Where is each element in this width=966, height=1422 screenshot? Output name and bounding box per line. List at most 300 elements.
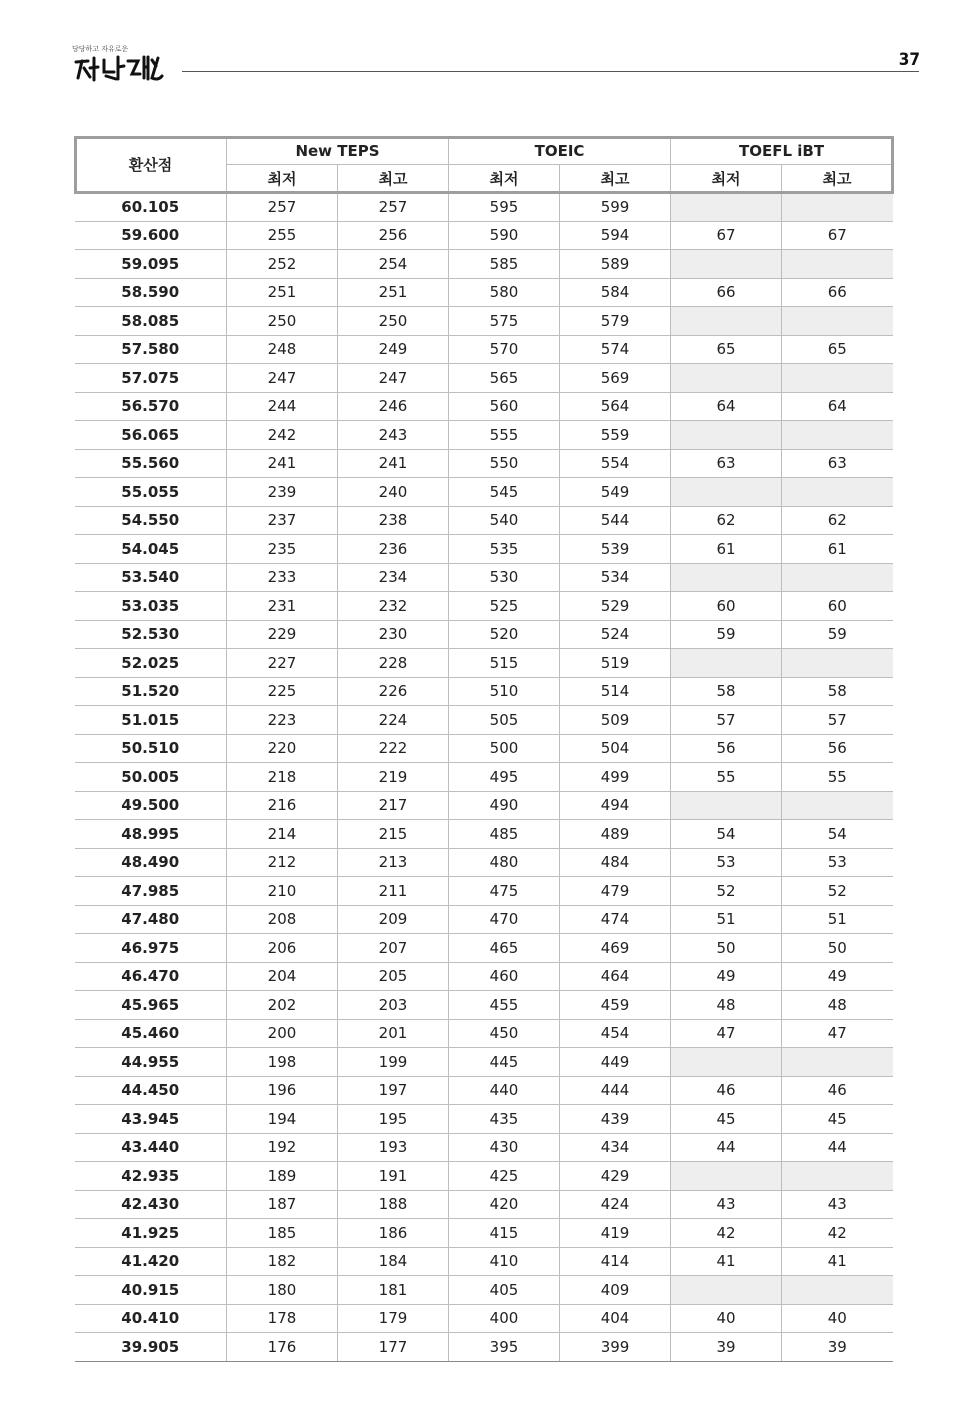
score-cell: 41.420 [75,1247,227,1276]
toeic-max-cell: 404 [560,1304,671,1333]
new-teps-max-cell: 230 [338,620,449,649]
toeic-max-cell: 504 [560,734,671,763]
new-teps-max-cell: 193 [338,1133,449,1162]
table-row [75,877,893,906]
toefl-min-cell: 65 [671,335,782,364]
toefl-max-header: 최고 [782,165,893,193]
new-teps-max-cell: 234 [338,563,449,592]
table-row [75,1276,893,1305]
new-teps-min-cell: 244 [227,392,338,421]
new-teps-min-cell: 218 [227,763,338,792]
toeic-max-cell: 494 [560,791,671,820]
toeic-min-cell: 435 [449,1105,560,1134]
toeic-min-header: 최저 [449,165,560,193]
new-teps-min-cell: 192 [227,1133,338,1162]
toefl-max-cell: 55 [782,763,893,792]
table-row [75,307,893,336]
score-cell: 58.590 [75,278,227,307]
table-row [75,193,893,222]
score-cell: 57.075 [75,364,227,393]
table-row [75,848,893,877]
table-header [75,137,893,193]
toeic-min-cell: 590 [449,221,560,250]
score-cell: 60.105 [75,193,227,222]
toeic-max-cell: 529 [560,592,671,621]
table-row [75,1247,893,1276]
new-teps-max-cell: 215 [338,820,449,849]
new-teps-min-cell: 212 [227,848,338,877]
toefl-max-cell [782,791,893,820]
table-row [75,763,893,792]
toefl-max-cell: 43 [782,1190,893,1219]
toeic-max-cell: 484 [560,848,671,877]
toeic-max-cell: 554 [560,449,671,478]
toefl-max-cell [782,478,893,507]
toefl-max-cell [782,1048,893,1077]
toefl-min-cell: 62 [671,506,782,535]
toefl-max-cell: 52 [782,877,893,906]
toefl-max-cell: 61 [782,535,893,564]
score-conversion-table [74,136,893,1362]
table-row [75,506,893,535]
table-row [75,478,893,507]
new-teps-max-cell: 181 [338,1276,449,1305]
score-cell: 50.005 [75,763,227,792]
toefl-max-cell: 45 [782,1105,893,1134]
toeic-max-cell: 399 [560,1333,671,1362]
toefl-min-cell [671,563,782,592]
toeic-min-cell: 580 [449,278,560,307]
toefl-max-cell: 59 [782,620,893,649]
toeic-max-cell: 584 [560,278,671,307]
toeic-min-cell: 430 [449,1133,560,1162]
page-header [0,0,966,90]
score-cell: 59.095 [75,250,227,279]
score-cell: 42.935 [75,1162,227,1191]
new-teps-min-cell: 196 [227,1076,338,1105]
new-teps-min-cell: 223 [227,706,338,735]
toefl-min-cell: 43 [671,1190,782,1219]
score-cell: 43.945 [75,1105,227,1134]
new-teps-min-cell: 178 [227,1304,338,1333]
new-teps-min-cell: 235 [227,535,338,564]
score-cell: 48.995 [75,820,227,849]
group-header-toefl-ibt: TOEFL iBT [671,137,893,165]
new-teps-max-cell: 201 [338,1019,449,1048]
toefl-min-cell: 46 [671,1076,782,1105]
toeic-min-cell: 465 [449,934,560,963]
toeic-max-cell: 449 [560,1048,671,1077]
toefl-min-cell: 52 [671,877,782,906]
toeic-min-cell: 575 [449,307,560,336]
new-teps-max-cell: 251 [338,278,449,307]
table-row [75,563,893,592]
toeic-max-cell: 479 [560,877,671,906]
new-teps-max-cell: 209 [338,905,449,934]
table-row [75,250,893,279]
toeic-min-cell: 505 [449,706,560,735]
toeic-min-cell: 540 [449,506,560,535]
toefl-min-cell [671,791,782,820]
toeic-min-cell: 570 [449,335,560,364]
toefl-min-cell: 55 [671,763,782,792]
toeic-max-cell: 594 [560,221,671,250]
table-row [75,677,893,706]
table-row [75,1304,893,1333]
toefl-max-cell: 54 [782,820,893,849]
toefl-min-cell: 63 [671,449,782,478]
score-cell: 51.015 [75,706,227,735]
new-teps-min-cell: 208 [227,905,338,934]
new-teps-max-cell: 211 [338,877,449,906]
new-teps-max-cell: 213 [338,848,449,877]
toefl-max-cell [782,364,893,393]
toefl-max-cell: 62 [782,506,893,535]
header-rule [182,71,919,72]
score-cell: 40.915 [75,1276,227,1305]
group-header-new-teps: New TEPS [227,137,449,165]
new-teps-min-cell: 220 [227,734,338,763]
page-number: 37 [898,50,920,70]
new-teps-max-cell: 188 [338,1190,449,1219]
toeic-max-cell: 589 [560,250,671,279]
toeic-max-cell: 419 [560,1219,671,1248]
toeic-min-cell: 545 [449,478,560,507]
new-teps-max-cell: 238 [338,506,449,535]
new-teps-max-cell: 249 [338,335,449,364]
toeic-min-cell: 535 [449,535,560,564]
score-cell: 56.065 [75,421,227,450]
toefl-max-cell [782,307,893,336]
toefl-max-cell: 40 [782,1304,893,1333]
toeic-min-cell: 455 [449,991,560,1020]
new-teps-max-cell: 232 [338,592,449,621]
toeic-max-cell: 549 [560,478,671,507]
score-column-header: 환산점 [75,137,227,193]
group-header-toeic: TOEIC [449,137,671,165]
table-row [75,1190,893,1219]
toeic-max-cell: 534 [560,563,671,592]
toeic-min-cell: 420 [449,1190,560,1219]
score-cell: 53.035 [75,592,227,621]
new-teps-min-cell: 227 [227,649,338,678]
score-cell: 46.470 [75,962,227,991]
toeic-max-cell: 539 [560,535,671,564]
toeic-max-cell: 574 [560,335,671,364]
toefl-max-cell: 67 [782,221,893,250]
score-cell: 52.025 [75,649,227,678]
table-row [75,905,893,934]
toefl-max-cell [782,563,893,592]
new-teps-max-header: 최고 [338,165,449,193]
toeic-max-cell: 519 [560,649,671,678]
toefl-max-cell: 41 [782,1247,893,1276]
table-row [75,791,893,820]
score-cell: 51.520 [75,677,227,706]
new-teps-max-cell: 199 [338,1048,449,1077]
table-row [75,449,893,478]
toeic-min-cell: 440 [449,1076,560,1105]
new-teps-min-cell: 204 [227,962,338,991]
toefl-min-cell: 42 [671,1219,782,1248]
table-row [75,535,893,564]
score-cell: 44.450 [75,1076,227,1105]
toefl-max-cell: 65 [782,335,893,364]
new-teps-max-cell: 228 [338,649,449,678]
table-row [75,1048,893,1077]
toeic-max-cell: 514 [560,677,671,706]
toefl-min-cell [671,250,782,279]
score-cell: 44.955 [75,1048,227,1077]
table-row [75,991,893,1020]
toefl-min-cell: 51 [671,905,782,934]
toeic-min-cell: 395 [449,1333,560,1362]
score-cell: 49.500 [75,791,227,820]
table-row [75,1019,893,1048]
toeic-max-cell: 559 [560,421,671,450]
toeic-min-cell: 470 [449,905,560,934]
toeic-max-header: 최고 [560,165,671,193]
table-body [75,193,893,1362]
new-teps-max-cell: 191 [338,1162,449,1191]
toeic-min-cell: 490 [449,791,560,820]
toefl-max-cell: 48 [782,991,893,1020]
score-cell: 41.925 [75,1219,227,1248]
new-teps-min-header: 최저 [227,165,338,193]
toefl-min-cell [671,364,782,393]
new-teps-min-cell: 239 [227,478,338,507]
table-row [75,1105,893,1134]
toeic-min-cell: 560 [449,392,560,421]
toefl-min-cell [671,421,782,450]
score-cell: 57.580 [75,335,227,364]
toeic-max-cell: 544 [560,506,671,535]
new-teps-min-cell: 200 [227,1019,338,1048]
score-cell: 55.560 [75,449,227,478]
toefl-max-cell: 47 [782,1019,893,1048]
new-teps-max-cell: 254 [338,250,449,279]
toefl-min-cell: 47 [671,1019,782,1048]
new-teps-max-cell: 236 [338,535,449,564]
toefl-min-cell: 48 [671,991,782,1020]
toefl-max-cell: 66 [782,278,893,307]
new-teps-max-cell: 222 [338,734,449,763]
toeic-min-cell: 530 [449,563,560,592]
table-row [75,221,893,250]
new-teps-min-cell: 252 [227,250,338,279]
score-cell: 46.975 [75,934,227,963]
new-teps-max-cell: 257 [338,193,449,222]
toefl-max-cell [782,649,893,678]
toefl-min-cell: 54 [671,820,782,849]
toeic-max-cell: 424 [560,1190,671,1219]
toeic-max-cell: 439 [560,1105,671,1134]
toeic-min-cell: 515 [449,649,560,678]
toefl-max-cell: 39 [782,1333,893,1362]
new-teps-max-cell: 246 [338,392,449,421]
conversion-table [74,136,893,1362]
new-teps-min-cell: 182 [227,1247,338,1276]
new-teps-min-cell: 214 [227,820,338,849]
toefl-min-cell: 61 [671,535,782,564]
toeic-min-cell: 450 [449,1019,560,1048]
toeic-max-cell: 524 [560,620,671,649]
toefl-max-cell: 49 [782,962,893,991]
toeic-max-cell: 459 [560,991,671,1020]
new-teps-min-cell: 176 [227,1333,338,1362]
table-row [75,820,893,849]
toefl-max-cell: 57 [782,706,893,735]
new-teps-min-cell: 216 [227,791,338,820]
new-teps-max-cell: 205 [338,962,449,991]
toeic-min-cell: 525 [449,592,560,621]
toeic-min-cell: 555 [449,421,560,450]
new-teps-max-cell: 247 [338,364,449,393]
toefl-min-cell [671,649,782,678]
score-cell: 47.480 [75,905,227,934]
toeic-min-cell: 595 [449,193,560,222]
new-teps-max-cell: 256 [338,221,449,250]
toefl-min-cell: 41 [671,1247,782,1276]
score-cell: 48.490 [75,848,227,877]
table-row [75,1162,893,1191]
toefl-max-cell: 53 [782,848,893,877]
toefl-max-cell [782,193,893,222]
score-cell: 58.085 [75,307,227,336]
new-teps-min-cell: 202 [227,991,338,1020]
score-cell: 45.460 [75,1019,227,1048]
score-cell: 54.550 [75,506,227,535]
toefl-min-cell: 57 [671,706,782,735]
new-teps-min-cell: 194 [227,1105,338,1134]
new-teps-max-cell: 217 [338,791,449,820]
toefl-max-cell: 42 [782,1219,893,1248]
toeic-min-cell: 415 [449,1219,560,1248]
toefl-min-cell [671,1162,782,1191]
toeic-min-cell: 425 [449,1162,560,1191]
toeic-max-cell: 599 [560,193,671,222]
toeic-max-cell: 489 [560,820,671,849]
table-row [75,592,893,621]
table-row [75,1219,893,1248]
new-teps-min-cell: 206 [227,934,338,963]
new-teps-min-cell: 257 [227,193,338,222]
new-teps-max-cell: 203 [338,991,449,1020]
toeic-max-cell: 454 [560,1019,671,1048]
toefl-min-cell [671,193,782,222]
toefl-min-cell: 50 [671,934,782,963]
score-cell: 47.985 [75,877,227,906]
toeic-min-cell: 445 [449,1048,560,1077]
toeic-max-cell: 569 [560,364,671,393]
toefl-max-cell: 64 [782,392,893,421]
new-teps-max-cell: 207 [338,934,449,963]
score-cell: 50.510 [75,734,227,763]
toeic-min-cell: 460 [449,962,560,991]
new-teps-min-cell: 185 [227,1219,338,1248]
toefl-max-cell: 51 [782,905,893,934]
table-row [75,1133,893,1162]
toeic-min-cell: 485 [449,820,560,849]
new-teps-min-cell: 248 [227,335,338,364]
new-teps-min-cell: 241 [227,449,338,478]
new-teps-max-cell: 197 [338,1076,449,1105]
score-cell: 55.055 [75,478,227,507]
table-row [75,734,893,763]
toefl-min-cell: 58 [671,677,782,706]
toefl-min-cell: 39 [671,1333,782,1362]
toeic-min-cell: 405 [449,1276,560,1305]
new-teps-max-cell: 219 [338,763,449,792]
toefl-max-cell [782,1276,893,1305]
new-teps-max-cell: 240 [338,478,449,507]
logo-calligraphy-mark [72,52,164,82]
new-teps-max-cell: 179 [338,1304,449,1333]
toeic-max-cell: 469 [560,934,671,963]
toefl-max-cell: 58 [782,677,893,706]
toefl-min-cell: 60 [671,592,782,621]
toeic-max-cell: 414 [560,1247,671,1276]
toeic-max-cell: 499 [560,763,671,792]
toeic-max-cell: 474 [560,905,671,934]
score-cell: 53.540 [75,563,227,592]
score-cell: 54.045 [75,535,227,564]
new-teps-min-cell: 250 [227,307,338,336]
table-row [75,706,893,735]
toeic-max-cell: 434 [560,1133,671,1162]
toefl-min-cell: 66 [671,278,782,307]
new-teps-max-cell: 195 [338,1105,449,1134]
new-teps-min-cell: 255 [227,221,338,250]
toefl-min-cell: 45 [671,1105,782,1134]
new-teps-min-cell: 237 [227,506,338,535]
table-row [75,278,893,307]
toefl-min-cell: 44 [671,1133,782,1162]
table-row [75,392,893,421]
table-row [75,335,893,364]
toeic-min-cell: 480 [449,848,560,877]
toeic-min-cell: 565 [449,364,560,393]
logo-tagline: 당당하고 자유로운 [72,45,129,53]
new-teps-min-cell: 189 [227,1162,338,1191]
new-teps-max-cell: 243 [338,421,449,450]
toefl-max-cell [782,1162,893,1191]
score-cell: 45.965 [75,991,227,1020]
score-cell: 40.410 [75,1304,227,1333]
score-cell: 43.440 [75,1133,227,1162]
new-teps-min-cell: 251 [227,278,338,307]
toeic-max-cell: 444 [560,1076,671,1105]
toefl-max-cell: 50 [782,934,893,963]
toeic-min-cell: 410 [449,1247,560,1276]
table-row [75,421,893,450]
table-row [75,364,893,393]
toeic-min-cell: 475 [449,877,560,906]
new-teps-min-cell: 198 [227,1048,338,1077]
toeic-min-cell: 500 [449,734,560,763]
toeic-max-cell: 409 [560,1276,671,1305]
table-row [75,934,893,963]
table-row [75,1076,893,1105]
toeic-max-cell: 579 [560,307,671,336]
new-teps-max-cell: 177 [338,1333,449,1362]
toeic-min-cell: 520 [449,620,560,649]
toefl-min-cell [671,1276,782,1305]
new-teps-max-cell: 241 [338,449,449,478]
new-teps-min-cell: 225 [227,677,338,706]
score-cell: 59.600 [75,221,227,250]
toeic-min-cell: 495 [449,763,560,792]
